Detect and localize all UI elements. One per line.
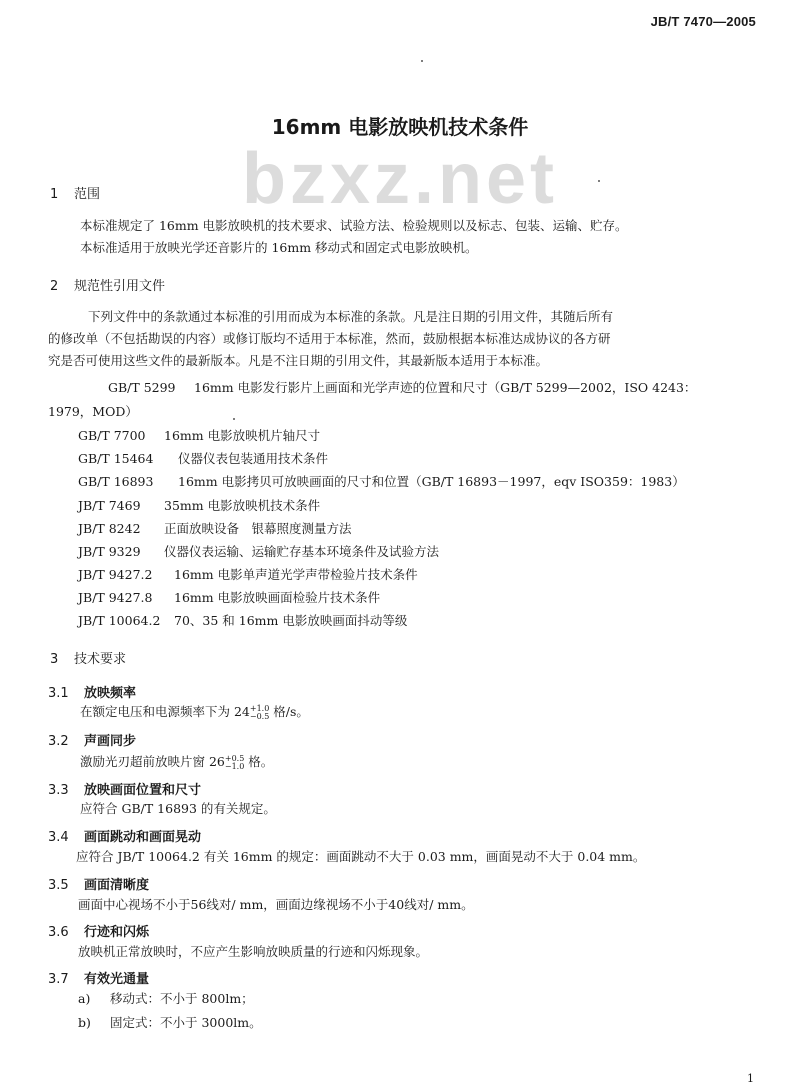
list-label: b) — [78, 1015, 91, 1030]
reference-title: 16mm 电影放映画面检验片技术条件 — [174, 590, 381, 605]
section-number: 2 — [50, 279, 59, 294]
reference-item — [78, 449, 328, 467]
page-number: 1 — [747, 1072, 754, 1085]
reference-code: JB/T 8242 — [78, 521, 141, 536]
section-title: 技术要求 — [74, 652, 127, 667]
reference-code: GB/T 7700 — [78, 428, 146, 443]
subsection-3-4-heading — [48, 826, 201, 845]
section-1-heading — [50, 183, 100, 202]
list-item — [78, 989, 254, 1009]
list-text: 固定式：不小于 3000lm。 — [110, 1015, 262, 1030]
reference-code: JB/T 9329 — [78, 544, 141, 559]
subsection-number: 3.6 — [48, 925, 69, 940]
subsection-number: 3.2 — [48, 734, 69, 749]
section-title: 规范性引用文件 — [74, 279, 166, 294]
paragraph: 究是否可使用这些文件的最新版本。凡是不注日期的引用文件，其最新版本适用于本标准。 — [48, 353, 549, 368]
scan-speck — [233, 418, 235, 420]
subsection-number: 3.4 — [48, 830, 69, 845]
reference-code: JB/T 7469 — [78, 498, 141, 513]
paragraph: 画面中心视场不小于56线对/ mm，画面边缘视场不小于40线对/ mm。 — [78, 897, 474, 912]
subsection-3-2-heading — [48, 730, 136, 749]
list-text: 移动式：不小于 800lm； — [110, 991, 254, 1006]
reference-item — [78, 565, 418, 583]
reference-title: 16mm 电影拷贝可放映画面的尺寸和位置（GB/T 16893－1997，eqv ISO359：1983） — [178, 474, 685, 489]
subsection-number: 3.1 — [48, 686, 69, 701]
reference-title: 1979，MOD） — [48, 404, 138, 419]
text: 格/s。 — [269, 704, 309, 719]
paragraph: 本标准适用于放映光学还音影片的 16mm 移动式和固定式电影放映机。 — [80, 240, 478, 255]
reference-code: GB/T 5299 — [108, 380, 176, 395]
paragraph: 应符合 GB/T 16893 的有关规定。 — [80, 801, 276, 816]
subsection-3-6-heading — [48, 921, 149, 940]
reference-item — [78, 519, 352, 537]
reference-title: 16mm 电影放映机片轴尺寸 — [164, 428, 321, 443]
tolerance-upper: +1.0 — [249, 703, 270, 713]
tolerance-lower: −0.5 — [249, 711, 270, 721]
scan-speck — [421, 60, 423, 62]
document-title: 16mm 电影放映机技术条件 — [271, 115, 529, 139]
subsection-3-1-heading — [48, 682, 136, 701]
subsection-3-7-heading — [48, 968, 149, 987]
subsection-title: 行迹和闪烁 — [84, 925, 150, 940]
subsection-title: 放映画面位置和尺寸 — [84, 783, 202, 798]
subsection-title: 放映频率 — [84, 686, 137, 701]
subsection-3-5-heading — [48, 874, 149, 893]
subsection-title: 画面清晰度 — [84, 878, 150, 893]
reference-item — [78, 542, 439, 560]
paragraph: 放映机正常放映时，不应产生影响放映质量的行迹和闪烁现象。 — [78, 944, 429, 959]
tolerance-upper: +0.5 — [224, 753, 245, 763]
reference-code: JB/T 9427.8 — [78, 590, 153, 605]
text: 激励光刃超前放映片窗 26 — [80, 754, 225, 769]
paragraph: 应符合 JB/T 10064.2 有关 16mm 的规定：画面跳动不大于 0.03 mm，画面晃动不大于 0.04 mm。 — [76, 849, 646, 864]
reference-code: GB/T 15464 — [78, 451, 154, 466]
reference-item — [78, 588, 380, 606]
reference-item — [78, 496, 320, 514]
reference-item — [78, 472, 685, 490]
list-item — [78, 1013, 262, 1033]
paragraph: 下列文件中的条款通过本标准的引用而成为本标准的条款。凡是注日期的引用文件，其随后所有 — [88, 309, 614, 324]
section-3-heading — [50, 648, 126, 667]
reference-item — [78, 611, 407, 629]
reference-code: JB/T 9427.2 — [78, 567, 153, 582]
reference-item — [48, 402, 138, 420]
subsection-number: 3.3 — [48, 783, 69, 798]
subsection-title: 声画同步 — [84, 734, 137, 749]
reference-code: GB/T 16893 — [78, 474, 154, 489]
text: 格。 — [244, 754, 274, 769]
text: 在额定电压和电源频率下为 24 — [80, 704, 250, 719]
subsection-number: 3.5 — [48, 878, 69, 893]
reference-title: 正面放映设备 银幕照度测量方法 — [164, 521, 352, 536]
reference-title: 16mm 电影发行影片上画面和光学声迹的位置和尺寸（GB/T 5299—2002，ISO 4243： — [194, 380, 697, 395]
reference-title: 16mm 电影单声道光学声带检验片技术条件 — [174, 567, 418, 582]
subsection-title: 画面跳动和画面晃动 — [84, 830, 202, 845]
section-number: 3 — [50, 652, 59, 667]
section-title: 范围 — [74, 187, 101, 202]
subsection-title: 有效光通量 — [84, 972, 150, 987]
reference-title: 仪器仪表运输、运输贮存基本环境条件及试验方法 — [164, 544, 440, 559]
reference-code: JB/T 10064.2 — [78, 613, 161, 628]
watermark: bzxz.net — [241, 139, 559, 219]
list-label: a) — [78, 991, 91, 1006]
paragraph: 本标准规定了 16mm 电影放映机的技术要求、试验方法、检验规则以及标志、包装、运输、贮存。 — [80, 218, 628, 233]
reference-item — [108, 378, 696, 396]
subsection-number: 3.7 — [48, 972, 69, 987]
reference-title: 仪器仪表包装通用技术条件 — [178, 451, 329, 466]
section-2-heading — [50, 275, 165, 294]
tolerance-lower: −1.0 — [224, 761, 245, 771]
paragraph — [80, 752, 273, 772]
subsection-3-3-heading — [48, 779, 201, 798]
section-number: 1 — [50, 187, 59, 202]
standard-code: JB/T 7470—2005 — [650, 14, 756, 29]
reference-item — [78, 426, 320, 444]
reference-title: 35mm 电影放映机技术条件 — [164, 498, 321, 513]
paragraph — [80, 702, 309, 722]
reference-title: 70、35 和 16mm 电影放映画面抖动等级 — [174, 613, 408, 628]
paragraph: 的修改单（不包括勘误的内容）或修订版均不适用于本标准，然而，鼓励根据本标准达成协议的各方研 — [48, 331, 611, 346]
